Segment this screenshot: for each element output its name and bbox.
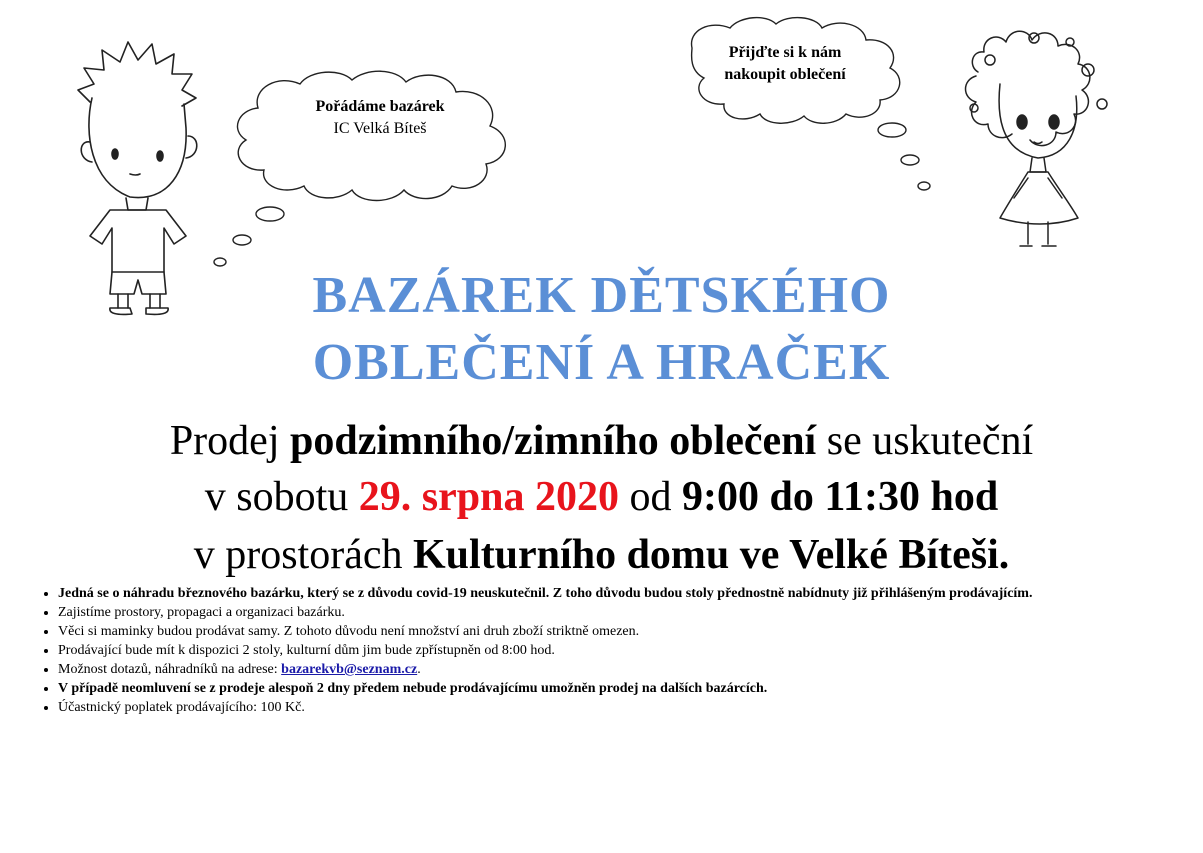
event-time: 9:00 do 11:30 hod [681, 474, 999, 520]
info-item-6 [58, 680, 1188, 697]
info-item-1 [58, 585, 1188, 602]
announcement-l1c: se uskuteční [816, 418, 1034, 464]
right-bubble-text [680, 42, 890, 86]
info-text-7: Účastnický poplatek prodávajícího: 100 Kč. [58, 700, 305, 715]
announcement-l2b: od [618, 474, 682, 520]
event-date: 29. srpna 2020 [358, 474, 619, 520]
announcement-line3 [0, 527, 1203, 583]
info-item-3 [58, 623, 1188, 640]
info-list [28, 585, 1188, 718]
girl-illustration [938, 12, 1148, 257]
left-bubble-line2: IC Velká Bíteš [333, 120, 427, 137]
info-item-5 [58, 661, 1188, 678]
left-bubble-text [265, 96, 495, 140]
email-link[interactable]: bazarekvb@seznam.cz [281, 662, 418, 677]
right-bubble-line2: nakoupit oblečení [724, 66, 846, 83]
announcement-l2a: v sobotu [204, 474, 359, 520]
info-item-4 [58, 642, 1188, 659]
announcement-l1b: podzimního/zimního oblečení [289, 418, 817, 464]
right-bubble-line1: Přijďte si k nám [728, 44, 842, 61]
info-text-4: Prodávající bude mít k dispozici 2 stoly, kulturní dům jim bude zpřístupněn od 8:00 hod. [58, 643, 555, 658]
title-line1: BAZÁREK DĚTSKÉHO [312, 267, 891, 324]
info-text-3: Věci si maminky budou prodávat samy. Z tohoto důvodu není množství ani druh zboží striktně omezen. [58, 624, 640, 639]
info-text-1: Jedná se o náhradu březnového bazárku, který se z důvodu covid-19 neuskutečnil. Z toho důvodu budou stoly přednostně nabídnuty již přihlášeným prodávajícím. [58, 586, 1033, 601]
announcement-l3a: v prostorách [193, 532, 413, 578]
announcement-line2 [0, 469, 1203, 525]
announcement-l1a: Prodej [169, 418, 290, 464]
info-text-6: V případě neomluvení se z prodeje alespoň 2 dny předem nebude prodávajícímu umožněn prodej na dalších bazárcích. [58, 681, 768, 696]
info-item-2 [58, 604, 1188, 621]
title-line2: OBLEČENÍ A HRAČEK [312, 334, 891, 391]
info-text-5: Možnost dotazů, náhradníků na adrese: [58, 662, 282, 677]
info-text-5-end: . [417, 662, 421, 677]
info-item-7 [58, 699, 1188, 716]
event-venue: Kulturního domu ve Velké Bíteši. [413, 532, 1010, 578]
info-text-2: Zajistíme prostory, propagaci a organizaci bazárku. [58, 605, 345, 620]
left-bubble-line1: Pořádáme bazárek [315, 98, 445, 115]
announcement-line1 [0, 413, 1203, 469]
